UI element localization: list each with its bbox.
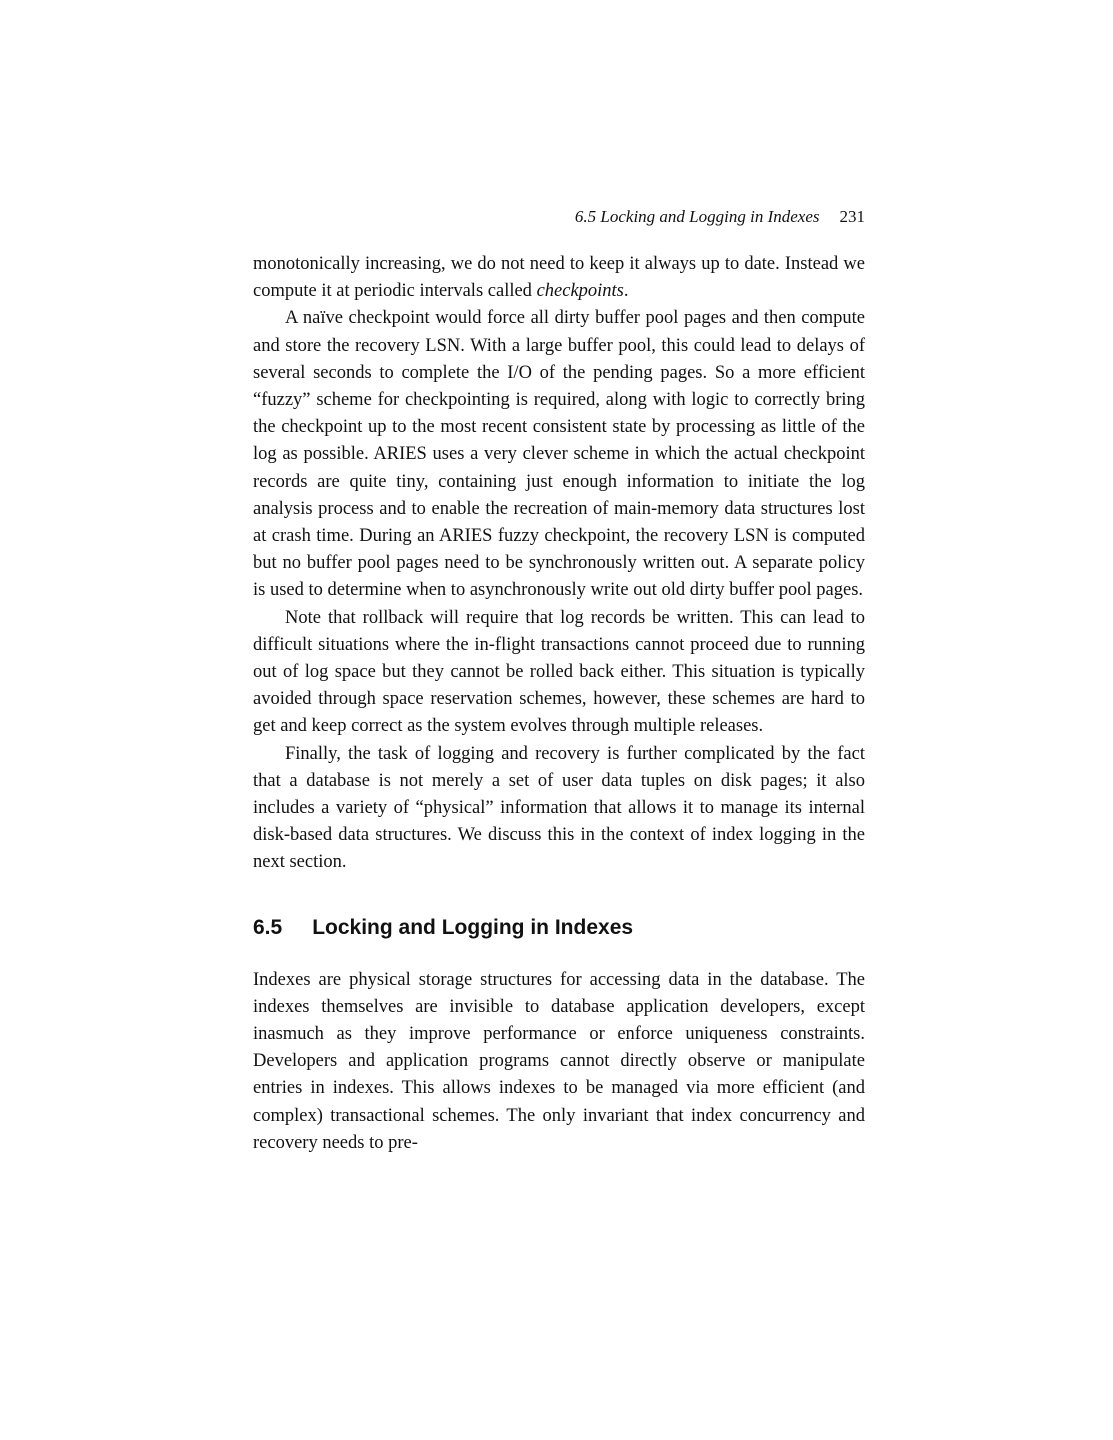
paragraph <box>253 967 865 1157</box>
section-number: 6.5 <box>253 915 283 939</box>
emphasized-text: checkpoints <box>536 281 624 302</box>
text-run: A naïve checkpoint would force all dirty buffer pool pages and then compute and store the recovery LSN. With a large buffer pool, this could lead to delays of several seconds to complete the I/O of the pending pages. So a more efficient “fuzzy” scheme for checkpointing is required, along with logic to correctly bring the checkpoint up to the most recent consistent state by processing as little of the log as possible. ARIES uses a very clever scheme in which the actual checkpoint records are quite tiny, containing just enough information to initiate the log analysis process and to enable the recreation of main-memory data structures lost at crash time. During an ARIES fuzzy checkpoint, the recovery LSN is computed but no buffer pool pages need to be synchronously written out. A separate policy is used to determine when to asynchronously write out old dirty buffer pool pages. <box>253 308 865 601</box>
section-heading <box>253 915 865 941</box>
running-header-title: 6.5 Locking and Logging in Indexes <box>574 207 820 226</box>
paragraph <box>253 251 865 305</box>
running-header <box>253 207 865 227</box>
paragraph <box>253 305 865 604</box>
text-run: monotonically increasing, we do not need to keep it always up to date. Instead we compute it at periodic intervals called <box>253 254 865 302</box>
text-run: Finally, the task of logging and recovery is further complicated by the fact that a database is not merely a set of user data tuples on disk pages; it also includes a variety of “physical” information that allows it to manage its internal disk-based data structures. We discuss this in the context of index logging in the next section. <box>253 743 865 873</box>
page-number: 231 <box>839 207 865 226</box>
text-run: Indexes are physical storage structures for accessing data in the database. The indexes themselves are invisible to database application developers, except inasmuch as they improve performance or enforce uniqueness constraints. Developers and application programs cannot directly observe or manipulate entries in indexes. This allows indexes to be managed via more efficient (and complex) transactional schemes. The only invariant that index concurrency and recovery needs to pre- <box>253 969 865 1153</box>
section-title: Locking and Logging in Indexes <box>312 915 634 939</box>
paragraph <box>253 605 865 741</box>
text-run: Note that rollback will require that log records be written. This can lead to difficult situations where the in-flight transactions cannot proceed due to running out of log space but they cannot be rolled back either. This situation is typically avoided through space reservation schemes, however, these schemes are hard to get and keep correct as the system evolves through multiple releases. <box>253 607 865 737</box>
text-column <box>253 207 865 1157</box>
paragraph <box>253 741 865 877</box>
text-run: . <box>623 281 629 302</box>
page-body <box>253 251 865 1157</box>
